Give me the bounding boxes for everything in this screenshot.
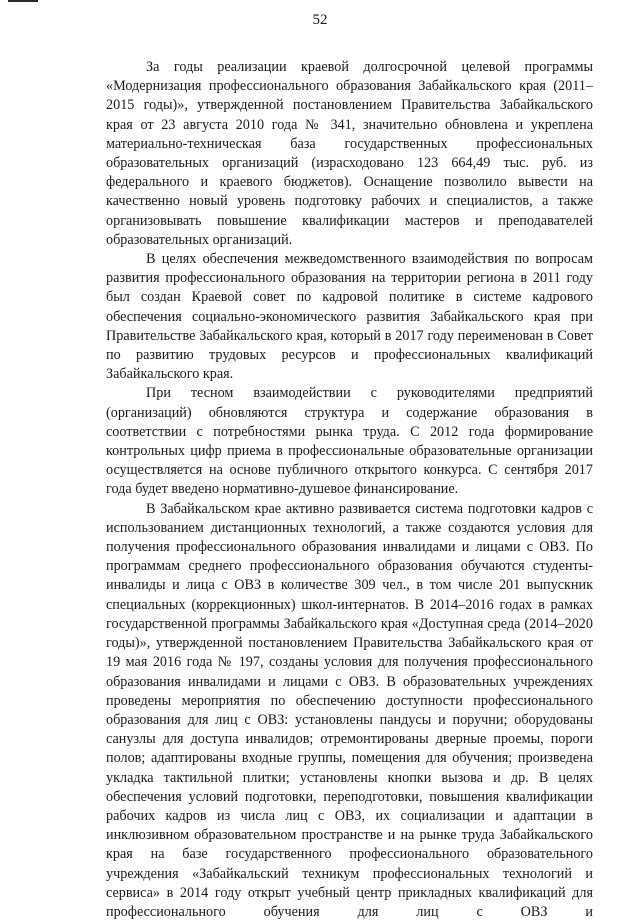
paragraph-1: За годы реализации краевой долгосрочной целевой программы «Модернизация профессионального образования Забайкальского края (2011–2015 годы)», утвержденной постановлением Правительства Забайкальского края от 23 августа 2010 года № 341, значительно обновлена и укреплена материально-техническая база государственных профессиональных образовательных организаций (израсходовано 123 664,49 тыс. руб. из федерального и краевого бюджетов). Оснащение позволило вывести на качественно новый уровень подготовку рабочих и специалистов, а также организовывать повышение квалификации мастеров и преподавателей образовательных организаций. (106, 59, 593, 248)
paragraph-3: При тесном взаимодействии с руководителями предприятий (организаций) обновляются структура и содержание образования в соответствии с потребностями рынка труда. С 2012 года формирование контрольных цифр приема в профессиональные образовательные организации осуществляется на основе публичного открытого конкурса. С сентября 2017 года будет введено нормативно-душевое финансирование. (106, 385, 593, 498)
page-body (106, 58, 593, 922)
corner-mark (8, 0, 38, 2)
page-number: 52 (312, 12, 328, 28)
paragraph-2: В целях обеспечения межведомственного взаимодействия по вопросам развития профессионального образования на территории региона в 2011 году был создан Краевой совет по кадровой политике в системе кадрового обеспечения социально-экономического развития Забайкальского края при Правительстве Забайкальского края, который в 2017 году переименован в Совет по развитию трудовых ресурсов и профессиональных квалификаций Забайкальского края. (106, 251, 593, 383)
paragraph-4: В Забайкальском крае активно развивается система подготовки кадров с использованием дистанционных технологий, а также создаются условия для получения профессионального образования инвалидами и лицами с ОВЗ. По программам среднего профессионального образования обучаются студенты-инвалиды и лица с ОВЗ в количестве 309 чел., в том числе 201 выпускник специальных (коррекционных) школ-интернатов. В 2014–2016 годах в рамках государственной программы Забайкальского края «Доступная среда (2014–2020 годы)», утвержденной постановлением Правительства Забайкальского края от 19 мая 2016 года № 197, созданы условия для получения профессионального образования инвалидами и лицами с ОВЗ. В образовательных учреждениях проведены мероприятия по обеспечению доступности профессионального образования для лиц с ОВЗ: установлены пандусы и поручни; оборудованы санузлы для доступа инвалидов; отремонтированы дверные проемы, пороги полов; адаптированы входные группы, помещения для обучения; произведена укладка тактильной плитки; установлены кнопки вызова и др. В целях обеспечения условий подготовки, переподготовки, повышения квалификации рабочих кадров из числа лиц с ОВЗ, их социализации и адаптации в инклюзивном образовательном пространстве и на рынке труда Забайкальского края на базе государственного профессионального образовательного учреждения «Забайкальский техникум профессиональных технологий и сервиса» в 2014 году открыт учебный центр прикладных квалификаций для профессионального обучения для лиц с ОВЗ и (106, 500, 593, 920)
